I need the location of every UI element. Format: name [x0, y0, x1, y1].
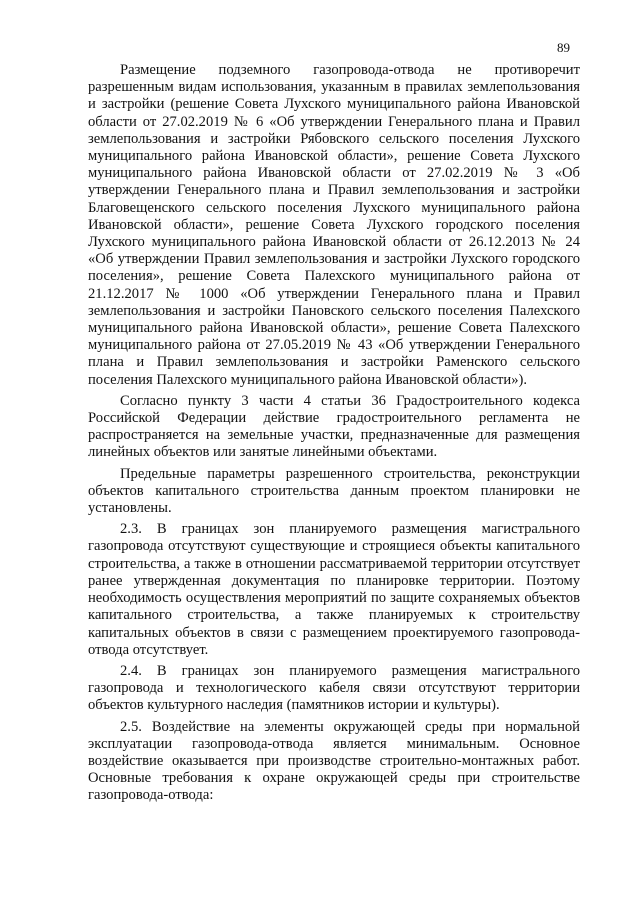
paragraph-section-2-3: 2.3. В границах зон планируемого размещения магистрального газопровода отсутствуют существующие и строящиеся объекты капитального строительства, а также в отношении рассматриваемой территории отсутствует ранее утвержденная документация по планировке территории. Поэтому необходимость осуществления мероприятий по защите сохраняемых объектов капитального строительства, а также планируемых к строительству капитальных объектов в связи с размещением проектируемого газопровода-отвода отсутствует.	[88, 521, 580, 658]
paragraph-urban-code-reference: Согласно пункту 3 части 4 статьи 36 Градостроительного кодекса Российской Федерации действие градостроительного регламента не распространяется на земельные участки, предназначенные для размещения линейных объектов или занятые линейными объектами.	[88, 392, 580, 461]
paragraph-zoning-compliance: Размещение подземного газопровода-отвода не противоречит разрешенным видам использования, указанным в правилах землепользования и застройки (решение Совета Лухского муниципального района Ивановской области от 27.02.2019 № 6 «Об утверждении Генерального плана и Правил землепользования и застройки Рябовского сельского поселения Лухского муниципального района Ивановской области», решение Совета Лухского муниципального района Ивановской области от 27.02.2019 № 3 «Об утверждении Генерального плана и Правил землепользования и застройки Благовещенского сельского поселения Лухского муниципального района Ивановской области», решение Совета Лухского городского поселения Лухского муниципального района Ивановской области от 26.12.2013 № 24 «Об утверждении Правил землепользования и застройки Лухского городского поселения», решение Совета Палехского муниципального района от 21.12.2017 № 1000 «Об утверждении Генерального плана и Правил землепользования и застройки Пановского сельского поселения Палехского муниципального района Ивановской области», решение Совета Палехского муниципального района от 27.05.2019 № 43 «Об утверждении Генерального плана и Правил землепользования и застройки Раменского сельского поселения Палехского муниципального района Ивановской области»).	[88, 62, 580, 388]
paragraph-construction-parameters: Предельные параметры разрешенного строительства, реконструкции объектов капитального строительства данным проектом планировки не установлены.	[88, 465, 580, 517]
document-body	[88, 62, 580, 809]
paragraph-section-2-5: 2.5. Воздействие на элементы окружающей среды при нормальной эксплуатации газопровода-отвода является минимальным. Основное воздействие оказывается при производстве строительно-монтажных работ. Основные требования к охране окружающей среды при строительстве газопровода-отвода:	[88, 718, 580, 804]
page-number: 89	[557, 40, 570, 55]
paragraph-section-2-4: 2.4. В границах зон планируемого размещения магистрального газопровода и технологического кабеля связи отсутствуют территории объектов культурного наследия (памятников истории и культуры).	[88, 662, 580, 714]
